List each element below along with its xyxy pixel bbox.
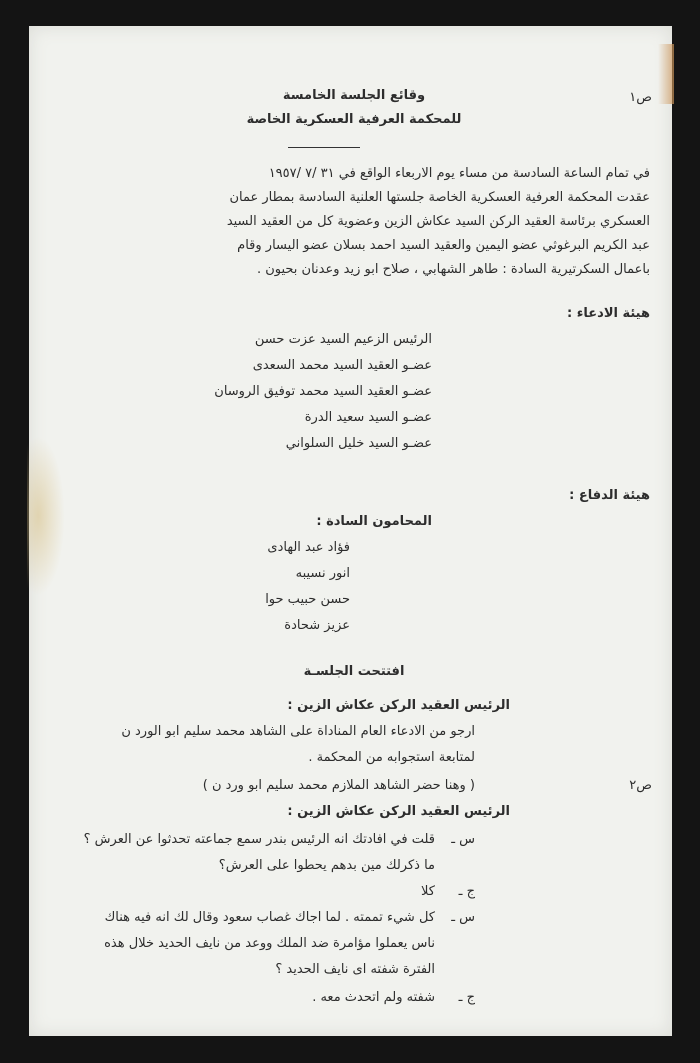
prosecution-member: عضـو العقيد السيد محمد توفيق الروسان [214,384,432,399]
qa-line: قلت في افادتك انه الرئيس بندر سمع جماعته تحدثوا عن العرش ؟ [83,832,435,847]
page-mark-2: ص٢ [629,778,652,793]
defense-heading: هيئة الدفاع : [569,488,650,503]
speaker-label: الرئيس العقيد الركن عكاش الزين : [287,804,510,819]
intro-line: عقدت المحكمة العرفية العسكرية الخاصة جلستها العلنية السادسة بمطار عمان [229,190,650,205]
qa-mark: ج ـ [458,884,475,899]
intro-line: العسكري برئاسة العقيد الركن السيد عكاش الزين وعضوية كل من العقيد السيد [226,214,650,229]
paper-corner-stain [658,44,674,104]
defense-member: انور نسيبه [295,566,350,581]
defense-member: حسن حبيب حوا [265,592,350,607]
intro-line: باعمال السكرتيرية السادة : طاهر الشهابي ، صلاح ابو زيد وعدنان بحيون . [256,262,650,277]
defense-subheading: المحامون السادة : [316,514,432,529]
paper-stain [27,436,65,596]
session-note: ( وهنا حضر الشاهد الملازم محمد سليم ابو ورد ن ) [202,778,475,793]
defense-member: عزيز شحادة [284,618,350,633]
intro-line: في تمام الساعة السادسة من مساء يوم الاربعاء الواقع في ٣١ /٧ /١٩٥٧ [268,166,650,181]
qa-line: ناس يعملوا مؤامرة ضد الملك ووعد من نايف الحديد خلال هذه [104,936,435,951]
qa-mark: س ـ [451,910,475,925]
header-title: وقائع الجلسة الخامسة [282,88,426,103]
session-opened: افتتحت الجلسـة [303,664,405,679]
speaker-label: الرئيس العقيد الركن عكاش الزين : [287,698,510,713]
speech-line: لمتابعة استجوابه من المحكمة . [308,750,475,765]
qa-line: كل شيء تممته . لما اجاك غصاب سعود وقال لك انه فيه هناك [104,910,435,925]
qa-line: ما ذكرلك مين بدهم يحطوا على العرش؟ [218,858,435,873]
qa-line: شفته ولم اتحدث معه . [312,990,435,1005]
qa-mark: ج ـ [458,990,475,1005]
header-subtitle: للمحكمة العرفية العسكرية الخاصة [246,112,462,127]
prosecution-heading: هيئة الادعاء : [567,306,650,321]
prosecution-member: عضـو السيد سعيد الدرة [304,410,432,425]
page-mark-1: ص١ [629,90,652,105]
qa-line: كلا [421,884,435,899]
prosecution-member: عضـو السيد خليل السلواني [285,436,432,451]
intro-line: عبد الكريم البرغوثي عضو اليمين والعقيد السيد احمد بسلان عضو اليسار وقام [237,238,650,253]
defense-member: فؤاد عبد الهادى [267,540,350,555]
qa-line: الفترة شفته اى نايف الحديد ؟ [275,962,435,977]
prosecution-member: عضـو العقيد السيد محمد السعدى [252,358,432,373]
header-rule [288,147,360,148]
speech-line: ارجو من الادعاء العام المناداة على الشاهد محمد سليم ابو الورد ن [121,724,475,739]
qa-mark: س ـ [451,832,475,847]
prosecution-member: الرئيس الزعيم السيد عزت حسن [254,332,432,347]
